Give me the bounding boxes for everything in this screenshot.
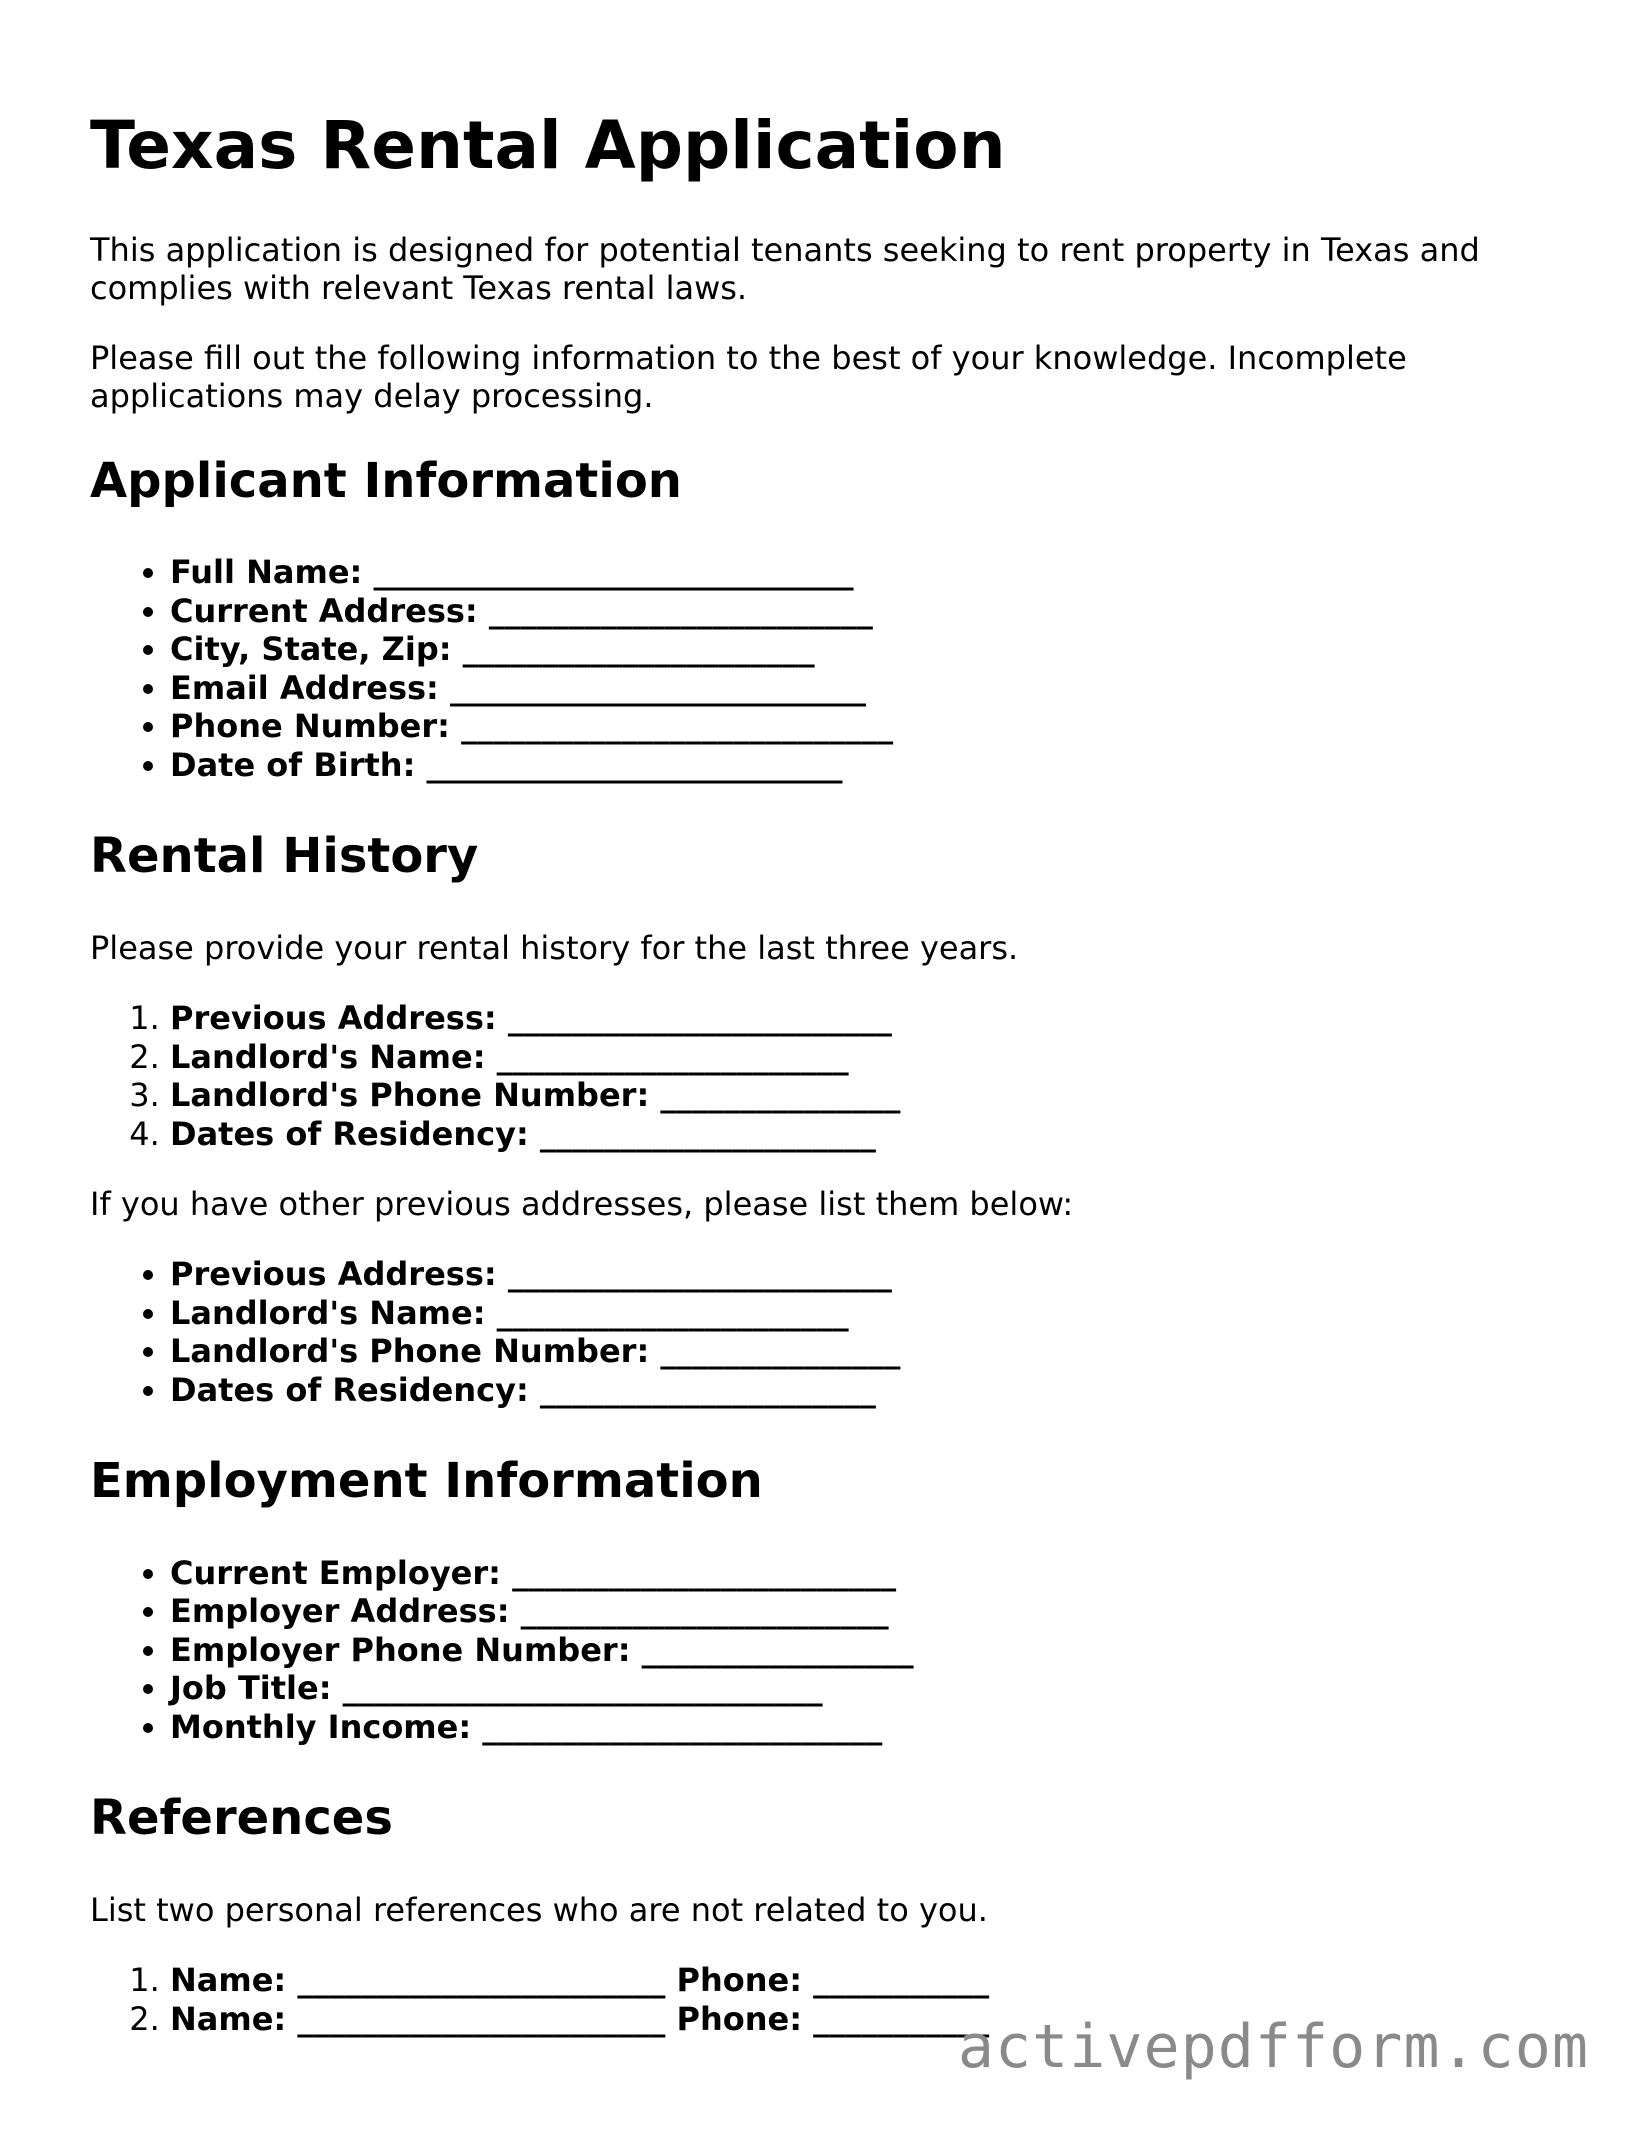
applicant-heading: Applicant Information xyxy=(90,452,682,509)
list-item: • Monthly Income: _________________________ xyxy=(170,1708,1570,1747)
list-item: • Job Title: ______________________________ xyxy=(170,1669,1570,1708)
list-item: 3. Landlord's Phone Number: _______________ xyxy=(170,1076,1570,1115)
page-title: Texas Rental Application xyxy=(90,107,1006,184)
list-item: 1. Previous Address: ________________________ xyxy=(170,999,1570,1038)
list-item: • Previous Address: ________________________ xyxy=(170,1255,1570,1294)
list-item: 4. Dates of Residency: _____________________ xyxy=(170,1115,1570,1154)
applicant-fields-list xyxy=(90,553,1570,784)
other-addresses-list xyxy=(90,1255,1570,1409)
other-addresses-intro: If you have other previous addresses, please list them below: xyxy=(90,1185,1074,1224)
employment-heading: Employment Information xyxy=(90,1453,763,1510)
list-item: • Date of Birth: __________________________ xyxy=(170,746,1570,785)
list-item: • City, State, Zip: ______________________ xyxy=(170,630,1570,669)
list-item: • Employer Address: _______________________ xyxy=(170,1592,1570,1631)
list-item: • Phone Number: ___________________________ xyxy=(170,707,1570,746)
list-item: • Dates of Residency: _____________________ xyxy=(170,1371,1570,1410)
employment-fields-list xyxy=(90,1554,1570,1747)
rental-history-intro: Please provide your rental history for the last three years. xyxy=(90,929,1019,968)
list-item: • Landlord's Name: ______________________ xyxy=(170,1294,1570,1333)
references-intro: List two personal references who are not related to you. xyxy=(90,1891,988,1930)
rental-history-heading: Rental History xyxy=(90,828,479,885)
list-item: • Employer Phone Number: _________________ xyxy=(170,1631,1570,1670)
list-item: 2. Landlord's Name: ______________________ xyxy=(170,1038,1570,1077)
intro-paragraph-2: Please fill out the following information to the best of your knowledge. Incomplete applications may delay processing. xyxy=(90,338,1407,415)
document-page xyxy=(90,107,1570,2084)
list-item: • Current Employer: ________________________ xyxy=(170,1554,1570,1593)
list-item: 2. Name: _______________________ Phone: ___________ xyxy=(170,2000,1570,2039)
watermark: activepdfform.com xyxy=(957,2012,1589,2082)
list-item: • Full Name: ______________________________ xyxy=(170,553,1570,592)
list-item: • Current Address: ________________________ xyxy=(170,592,1570,631)
list-item: • Email Address: __________________________ xyxy=(170,669,1570,708)
list-item: 1. Name: _______________________ Phone: ___________ xyxy=(170,1961,1570,2000)
rental-history-list xyxy=(90,999,1570,1153)
references-heading: References xyxy=(90,1790,393,1847)
list-item: • Landlord's Phone Number: _______________ xyxy=(170,1332,1570,1371)
intro-paragraph-1: This application is designed for potential tenants seeking to rent property in Texas and complies with relevant Texas rental laws. xyxy=(90,230,1480,307)
